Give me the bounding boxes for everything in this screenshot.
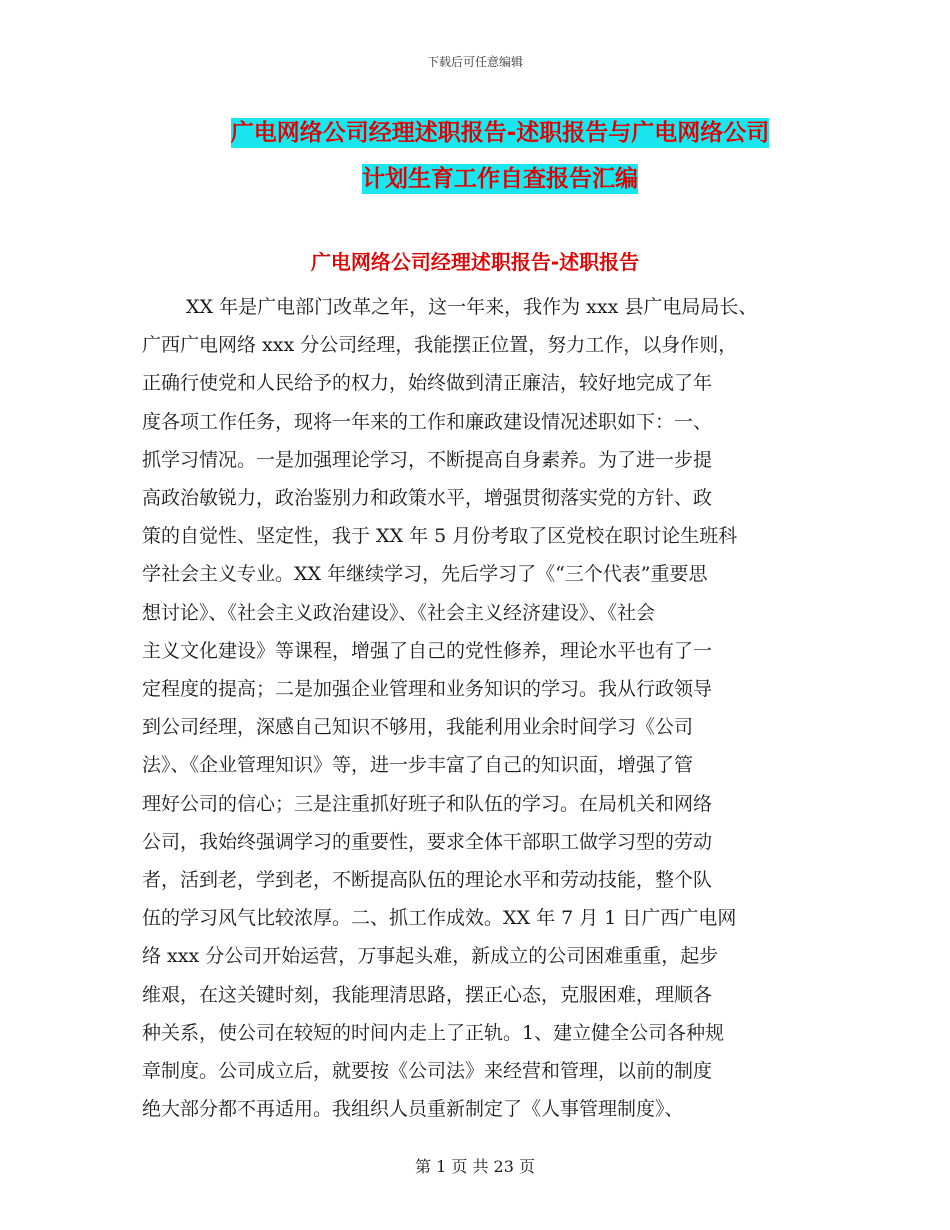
body-line: 想讨论》、《社会主义政治建设》、《社会主义经济建设》、《社会 (142, 601, 656, 624)
body-line: 学社会主义专业。XX 年继续学习，先后学习了《“三个代表”重要思 (142, 563, 708, 586)
body-line: XX 年是广电部门改革之年，这一年来，我作为 xxx 县广电局局长、 (186, 296, 758, 318)
body-paragraph (142, 288, 812, 1128)
body-line: 公司，我始终强调学习的重要性，要求全体干部职工做学习型的劳动 (142, 830, 713, 853)
body-line: 高政治敏锐力，政治鉴别力和政策水平，增强贯彻落实党的方针、政 (142, 487, 713, 510)
document-title (150, 110, 850, 202)
body-line: 种关系，使公司在较短的时间内走上了正轨。1、建立健全公司各种规 (142, 1021, 725, 1044)
body-line: 络 xxx 分公司开始运营，万事起头难，新成立的公司困难重重，起步 (142, 945, 719, 968)
body-line: 主义文化建设》等课程，增强了自己的党性修养，理论水平也有了一 (142, 639, 713, 662)
body-line: 抓学习情况。一是加强理论学习，不断提高自身素养。为了进一步提 (142, 448, 713, 471)
page-number: 第 1 页 共 23 页 (415, 1157, 535, 1176)
body-line: 维艰，在这关键时刻，我能理清思路，摆正心态，克服困难，理顺各 (142, 983, 713, 1006)
body-line: 策的自觉性、坚定性，我于 XX 年 5 月份考取了区党校在职讨论生班科 (142, 525, 738, 548)
body-line: 绝大部分都不再适用。我组织人员重新制定了《人事管理制度》、 (142, 1098, 684, 1121)
body-line: 正确行使党和人民给予的权力，始终做到清正廉洁，较好地完成了年 (142, 372, 713, 395)
section-title: 广电网络公司经理述职报告-述职报告 (310, 250, 640, 274)
body-line: 广西广电网络 xxx 分公司经理，我能摆正位置，努力工作，以身作则， (142, 334, 738, 357)
body-line: 伍的学习风气比较浓厚。二、抓工作成效。XX 年 7 月 1 日广西广电网 (142, 907, 737, 930)
title-line-2: 计划生育工作自查报告汇编 (362, 166, 638, 192)
body-line: 定程度的提高；二是加强企业管理和业务知识的学习。我从行政领导 (142, 678, 713, 701)
title-line-1: 广电网络公司经理述职报告-述职报告与广电网络公司 (230, 120, 770, 146)
page-header-note: 下载后可任意编辑 (426, 55, 523, 69)
body-line: 理好公司的信心；三是注重抓好班子和队伍的学习。在局机关和网络 (142, 792, 713, 815)
body-line: 度各项工作任务，现将一年来的工作和廉政建设情况述职如下：一、 (142, 410, 713, 433)
body-line: 者，活到老，学到老，不断提高队伍的理论水平和劳动技能，整个队 (142, 869, 713, 892)
body-line: 到公司经理，深感自己知识不够用，我能利用业余时间学习《公司 (142, 716, 694, 739)
body-line: 章制度。公司成立后，就要按《公司法》来经营和管理，以前的制度 (142, 1060, 713, 1083)
body-line: 法》、《企业管理知识》等，进一步丰富了自己的知识面，增强了管 (142, 754, 694, 777)
